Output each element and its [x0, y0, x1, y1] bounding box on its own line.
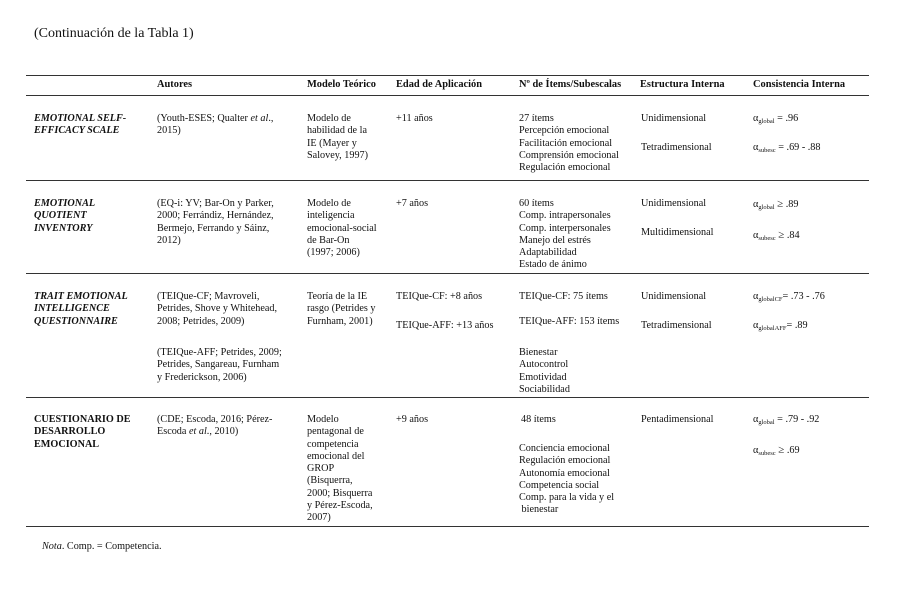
- instrument-name: EMOTIONAL QUOTIENT INVENTORY: [34, 198, 96, 234]
- consistency-value: $\alpha_{globalAFF}= .89$: [753, 320, 808, 332]
- row-divider: [26, 397, 869, 398]
- table-note: Nota. Comp. = Competencia.: [42, 541, 162, 552]
- table-top-rule: [26, 75, 869, 76]
- instrument-name: TRAIT EMOTIONAL INTELLIGENCE QUESTIONNAIRE: [34, 291, 128, 327]
- items-cell: 48 ítems: [521, 414, 556, 425]
- authors-cell: (Youth-ESES; Qualter et al., 2015): [157, 113, 274, 137]
- consistency-value: $\alpha_{global} \ge .89$: [753, 198, 799, 211]
- model-cell: Teoría de la IE rasgo (Petrides y Furnham, 2001): [307, 291, 376, 327]
- header-bottom-rule: [26, 95, 869, 96]
- authors-cell: (EQ-i: YV; Bar-On y Parker, 2000; Ferrándiz, Hernández, Bermejo, Ferrando y Sáinz, 2012): [157, 198, 274, 246]
- items-subscales: Bienestar Autocontrol Emotividad Sociabilidad: [519, 347, 570, 395]
- instrument-name: CUESTIONARIO DE DESARROLLO EMOCIONAL: [34, 414, 131, 450]
- structure-cell: Unidimensional: [641, 291, 707, 302]
- model-cell: Modelo de inteligencia emocional-social de Bar-On (1997; 2006): [307, 198, 377, 259]
- header-estructura: Estructura Interna: [640, 79, 725, 90]
- consistency-value: $\alpha_{subesc} \ge .69$: [753, 444, 800, 457]
- items-cell: TEIQue-CF: 75 ítems: [519, 291, 608, 302]
- header-modelo: Modelo Teórico: [307, 79, 376, 90]
- consistency-value: $\alpha_{subesc} = .69 - .88$: [753, 142, 821, 154]
- authors-cell: (TEIQue-CF; Mavroveli, Petrides, Shove y Whitehead, 2008; Petrides, 2009): [157, 291, 278, 327]
- model-cell: Modelo de habilidad de la IE (Mayer y Salovey, 1997): [307, 113, 369, 161]
- items-cell: TEIQue-AFF: 153 ítems: [519, 316, 620, 327]
- consistency-value: $\alpha_{globalCF}= .73 - .76$: [753, 291, 825, 303]
- structure-cell: Unidimensional: [641, 198, 707, 209]
- age-cell: +7 años: [396, 198, 429, 209]
- model-cell: Modelo pentagonal de competencia emocional del GROP (Bisquerra, 2000; Bisquerra y Pérez-Escoda, 2007): [307, 414, 373, 524]
- items-subscales: Conciencia emocional Regulación emocional Autonomía emocional Competencia social Comp. para la vida y el bienestar: [519, 443, 615, 516]
- age-cell: TEIQue-CF: +8 años: [396, 291, 483, 302]
- consistency-value: $\alpha_{global} = .96$: [753, 113, 799, 125]
- age-cell: +11 años: [396, 113, 433, 124]
- structure-cell: Multidimensional: [641, 227, 714, 238]
- age-cell: +9 años: [396, 414, 429, 425]
- header-items: Nº de Ítems/Subescalas: [519, 79, 622, 90]
- header-consistencia: Consistencia Interna: [753, 79, 846, 90]
- structure-cell: Tetradimensional: [641, 320, 712, 331]
- structure-cell: Unidimensional: [641, 113, 707, 124]
- table-bottom-rule: [26, 526, 869, 527]
- header-autores: Autores: [157, 79, 193, 90]
- age-cell: TEIQue-AFF: +13 años: [396, 320, 494, 331]
- consistency-value: $\alpha_{global} = .79 - .92$: [753, 414, 820, 426]
- structure-cell: Tetradimensional: [641, 142, 712, 153]
- row-divider: [26, 180, 869, 181]
- items-cell: 60 ítems Comp. intrapersonales Comp. interpersonales Manejo del estrés Adaptabilidad Estado de ánimo: [519, 198, 611, 271]
- header-edad: Edad de Aplicación: [396, 79, 483, 90]
- authors-cell: (TEIQue-AFF; Petrides, 2009; Petrides, Sangareau, Furnham y Frederickson, 2006): [157, 347, 282, 383]
- row-divider: [26, 273, 869, 274]
- items-cell: 27 ítems Percepción emocional Facilitación emocional Comprensión emocional Regulación emocional: [519, 113, 619, 174]
- structure-cell: Pentadimensional: [641, 414, 714, 425]
- authors-cell: (CDE; Escoda, 2016; Pérez- Escoda et al., 2010): [157, 414, 273, 438]
- table-caption: (Continuación de la Tabla 1): [34, 26, 194, 41]
- consistency-value: $\alpha_{subesc} \ge .84$: [753, 229, 800, 242]
- instrument-name: EMOTIONAL SELF- EFFICACY SCALE: [34, 113, 127, 137]
